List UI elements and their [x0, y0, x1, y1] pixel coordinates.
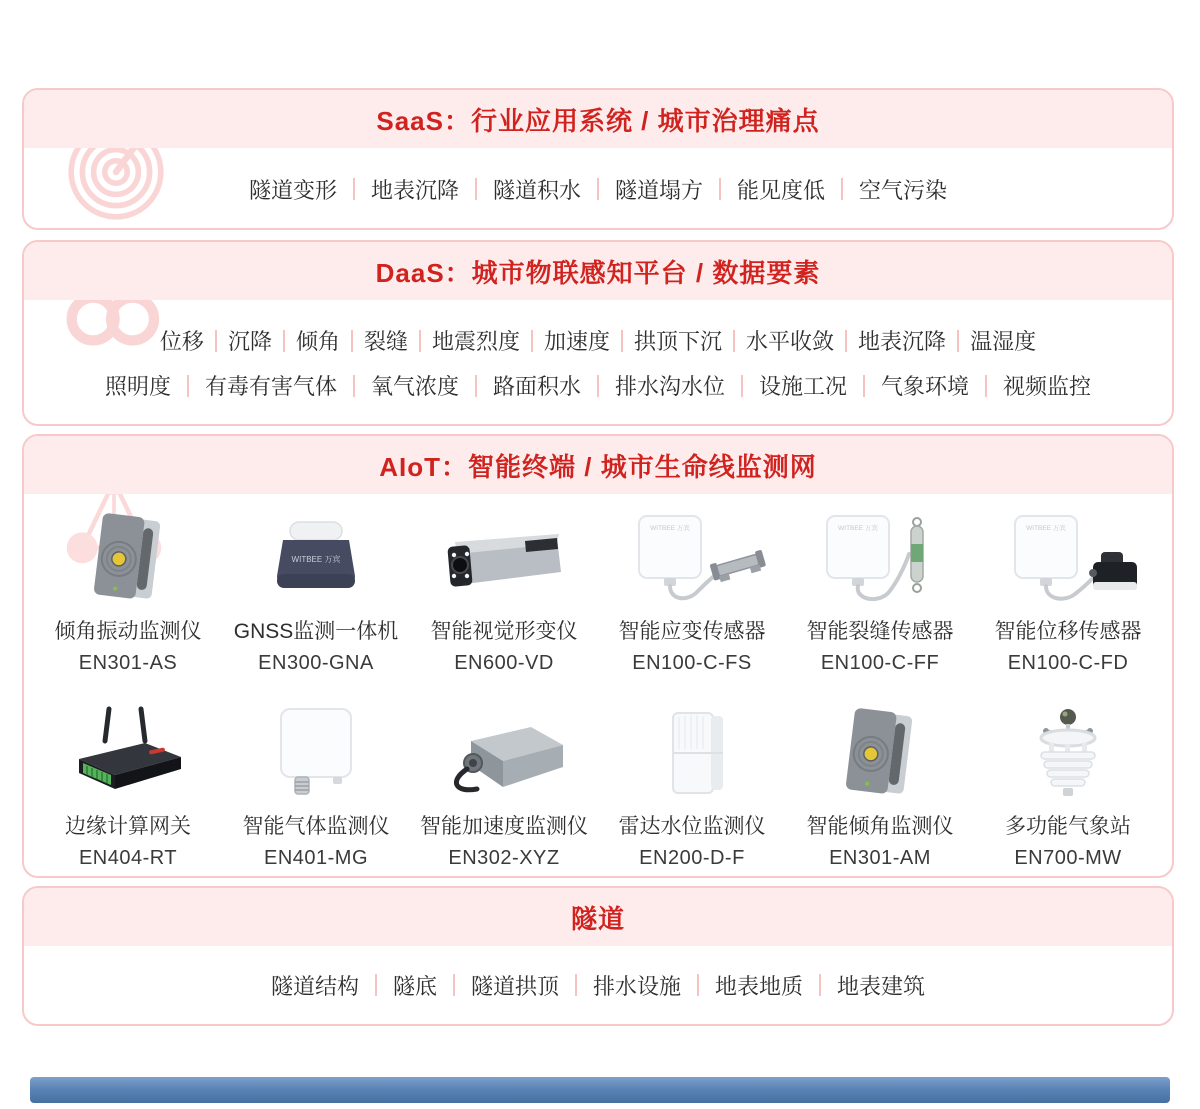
radar-level-gauge-image — [598, 701, 786, 801]
section-saas — [22, 88, 1174, 230]
daas-item: 沉降 — [227, 329, 272, 354]
crack-sensor-image — [786, 506, 974, 606]
brand-label: WITBEE 万宾 — [1026, 525, 1066, 532]
device-model: EN100-C-FS — [632, 652, 752, 674]
tunnel-item: 隧道结构 — [270, 973, 359, 999]
device-card — [598, 506, 786, 675]
tunnel-title: 隧道 — [570, 903, 625, 934]
saas-item-row — [24, 174, 1172, 205]
device-name: 智能倾角监测仪 — [806, 815, 954, 838]
vision-camera-image — [410, 506, 598, 606]
saas-item: 能见度低 — [737, 177, 826, 203]
device-name: 智能加速度监测仪 — [420, 815, 588, 838]
device-name: 智能位移传感器 — [994, 620, 1142, 643]
device-card — [222, 701, 410, 870]
daas-item: 加速度 — [544, 329, 611, 354]
saas-item: 隧道变形 — [248, 177, 337, 203]
daas-item-row-1 — [24, 325, 1172, 356]
daas-item: 温湿度 — [970, 329, 1037, 354]
saas-title: SaaS：行业应用系统 / 城市治理痛点 — [376, 105, 820, 136]
daas-item: 照明度 — [104, 374, 171, 399]
device-row-2 — [24, 689, 1172, 870]
saas-header — [24, 90, 1172, 148]
daas-item: 拱顶下沉 — [634, 329, 723, 354]
tunnel-item-row — [24, 970, 1172, 1001]
gnss-monitor-image — [222, 506, 410, 606]
device-model: EN302-XYZ — [448, 847, 560, 869]
brand-label: WITBEE 万宾 — [838, 525, 878, 532]
edge-gateway-image — [34, 701, 222, 801]
device-model: EN404-RT — [78, 847, 178, 869]
device-card — [786, 701, 974, 870]
daas-body — [24, 300, 1172, 426]
daas-header — [24, 242, 1172, 300]
device-name: 智能气体监测仪 — [242, 815, 390, 838]
tunnel-item: 地表地质 — [715, 973, 804, 999]
device-name: 边缘计算网关 — [65, 815, 191, 838]
brand-label: WITBEE 万宾 — [291, 555, 341, 564]
device-card — [222, 506, 410, 675]
saas-item: 隧道塌方 — [615, 177, 704, 203]
device-card — [786, 506, 974, 675]
tunnel-item: 隧底 — [392, 973, 437, 999]
tilt-vibration-sensor-image — [34, 506, 222, 606]
tunnel-item: 地表建筑 — [837, 973, 926, 999]
section-aiot — [22, 434, 1174, 878]
device-name: 雷达水位监测仪 — [618, 815, 766, 838]
device-model: EN301-AM — [829, 847, 931, 869]
device-model: EN100-C-FD — [1007, 652, 1129, 674]
device-card — [974, 701, 1162, 870]
aiot-header — [24, 436, 1172, 494]
device-name: 智能视觉形变仪 — [430, 620, 578, 643]
device-name: 智能应变传感器 — [618, 620, 766, 643]
daas-item: 气象环境 — [881, 374, 970, 399]
daas-item: 倾角 — [295, 329, 340, 354]
tunnel-header — [24, 888, 1172, 946]
device-card — [34, 506, 222, 675]
displacement-sensor-image — [974, 506, 1162, 606]
daas-item: 氧气浓度 — [370, 374, 459, 399]
device-card — [410, 506, 598, 675]
device-model: EN300-GNA — [258, 652, 374, 674]
daas-item: 排水沟水位 — [615, 374, 726, 399]
daas-item: 裂缝 — [363, 329, 408, 354]
gas-monitor-image — [222, 701, 410, 801]
device-row-1 — [24, 494, 1172, 675]
device-name: 智能裂缝传感器 — [806, 620, 954, 643]
tunnel-item: 隧道拱顶 — [470, 973, 559, 999]
daas-item: 有毒有害气体 — [204, 374, 337, 399]
weather-station-image — [974, 701, 1162, 801]
daas-item: 设施工况 — [759, 374, 848, 399]
section-daas — [22, 240, 1174, 426]
daas-item-row-2 — [24, 370, 1172, 401]
strain-sensor-image — [598, 506, 786, 606]
device-card — [34, 701, 222, 870]
device-model: EN401-MG — [263, 847, 369, 869]
saas-item: 空气污染 — [859, 177, 948, 203]
saas-item: 隧道积水 — [492, 177, 581, 203]
daas-item: 位移 — [159, 329, 204, 354]
device-model: EN301-AS — [78, 652, 178, 674]
accelerometer-image — [410, 701, 598, 801]
section-tunnel — [22, 886, 1174, 1026]
brand-label: WITBEE 万宾 — [650, 525, 690, 532]
daas-item: 水平收敛 — [746, 329, 835, 354]
device-card — [410, 701, 598, 870]
daas-title: DaaS：城市物联感知平台 / 数据要素 — [375, 257, 821, 288]
tilt-monitor-image — [786, 701, 974, 801]
daas-item: 地震烈度 — [431, 329, 520, 354]
device-name: GNSS监测一体机 — [233, 620, 399, 643]
tunnel-item: 排水设施 — [593, 973, 682, 999]
daas-item: 路面积水 — [492, 374, 581, 399]
device-card — [598, 701, 786, 870]
saas-body — [24, 148, 1172, 230]
tunnel-ground-bar — [30, 1077, 1170, 1103]
tunnel-body — [24, 946, 1172, 1024]
daas-item: 视频监控 — [1003, 374, 1092, 399]
device-model: EN600-VD — [454, 652, 554, 674]
device-model: EN700-MW — [1014, 847, 1122, 869]
device-model: EN100-C-FF — [820, 652, 940, 674]
device-card — [974, 506, 1162, 675]
device-name: 多功能气象站 — [1005, 815, 1131, 838]
daas-item: 地表沉降 — [858, 329, 947, 354]
saas-item: 地表沉降 — [370, 177, 459, 203]
device-model: EN200-D-F — [639, 847, 745, 869]
device-name: 倾角振动监测仪 — [54, 620, 202, 643]
aiot-title: AIoT：智能终端 / 城市生命线监测网 — [379, 451, 817, 482]
